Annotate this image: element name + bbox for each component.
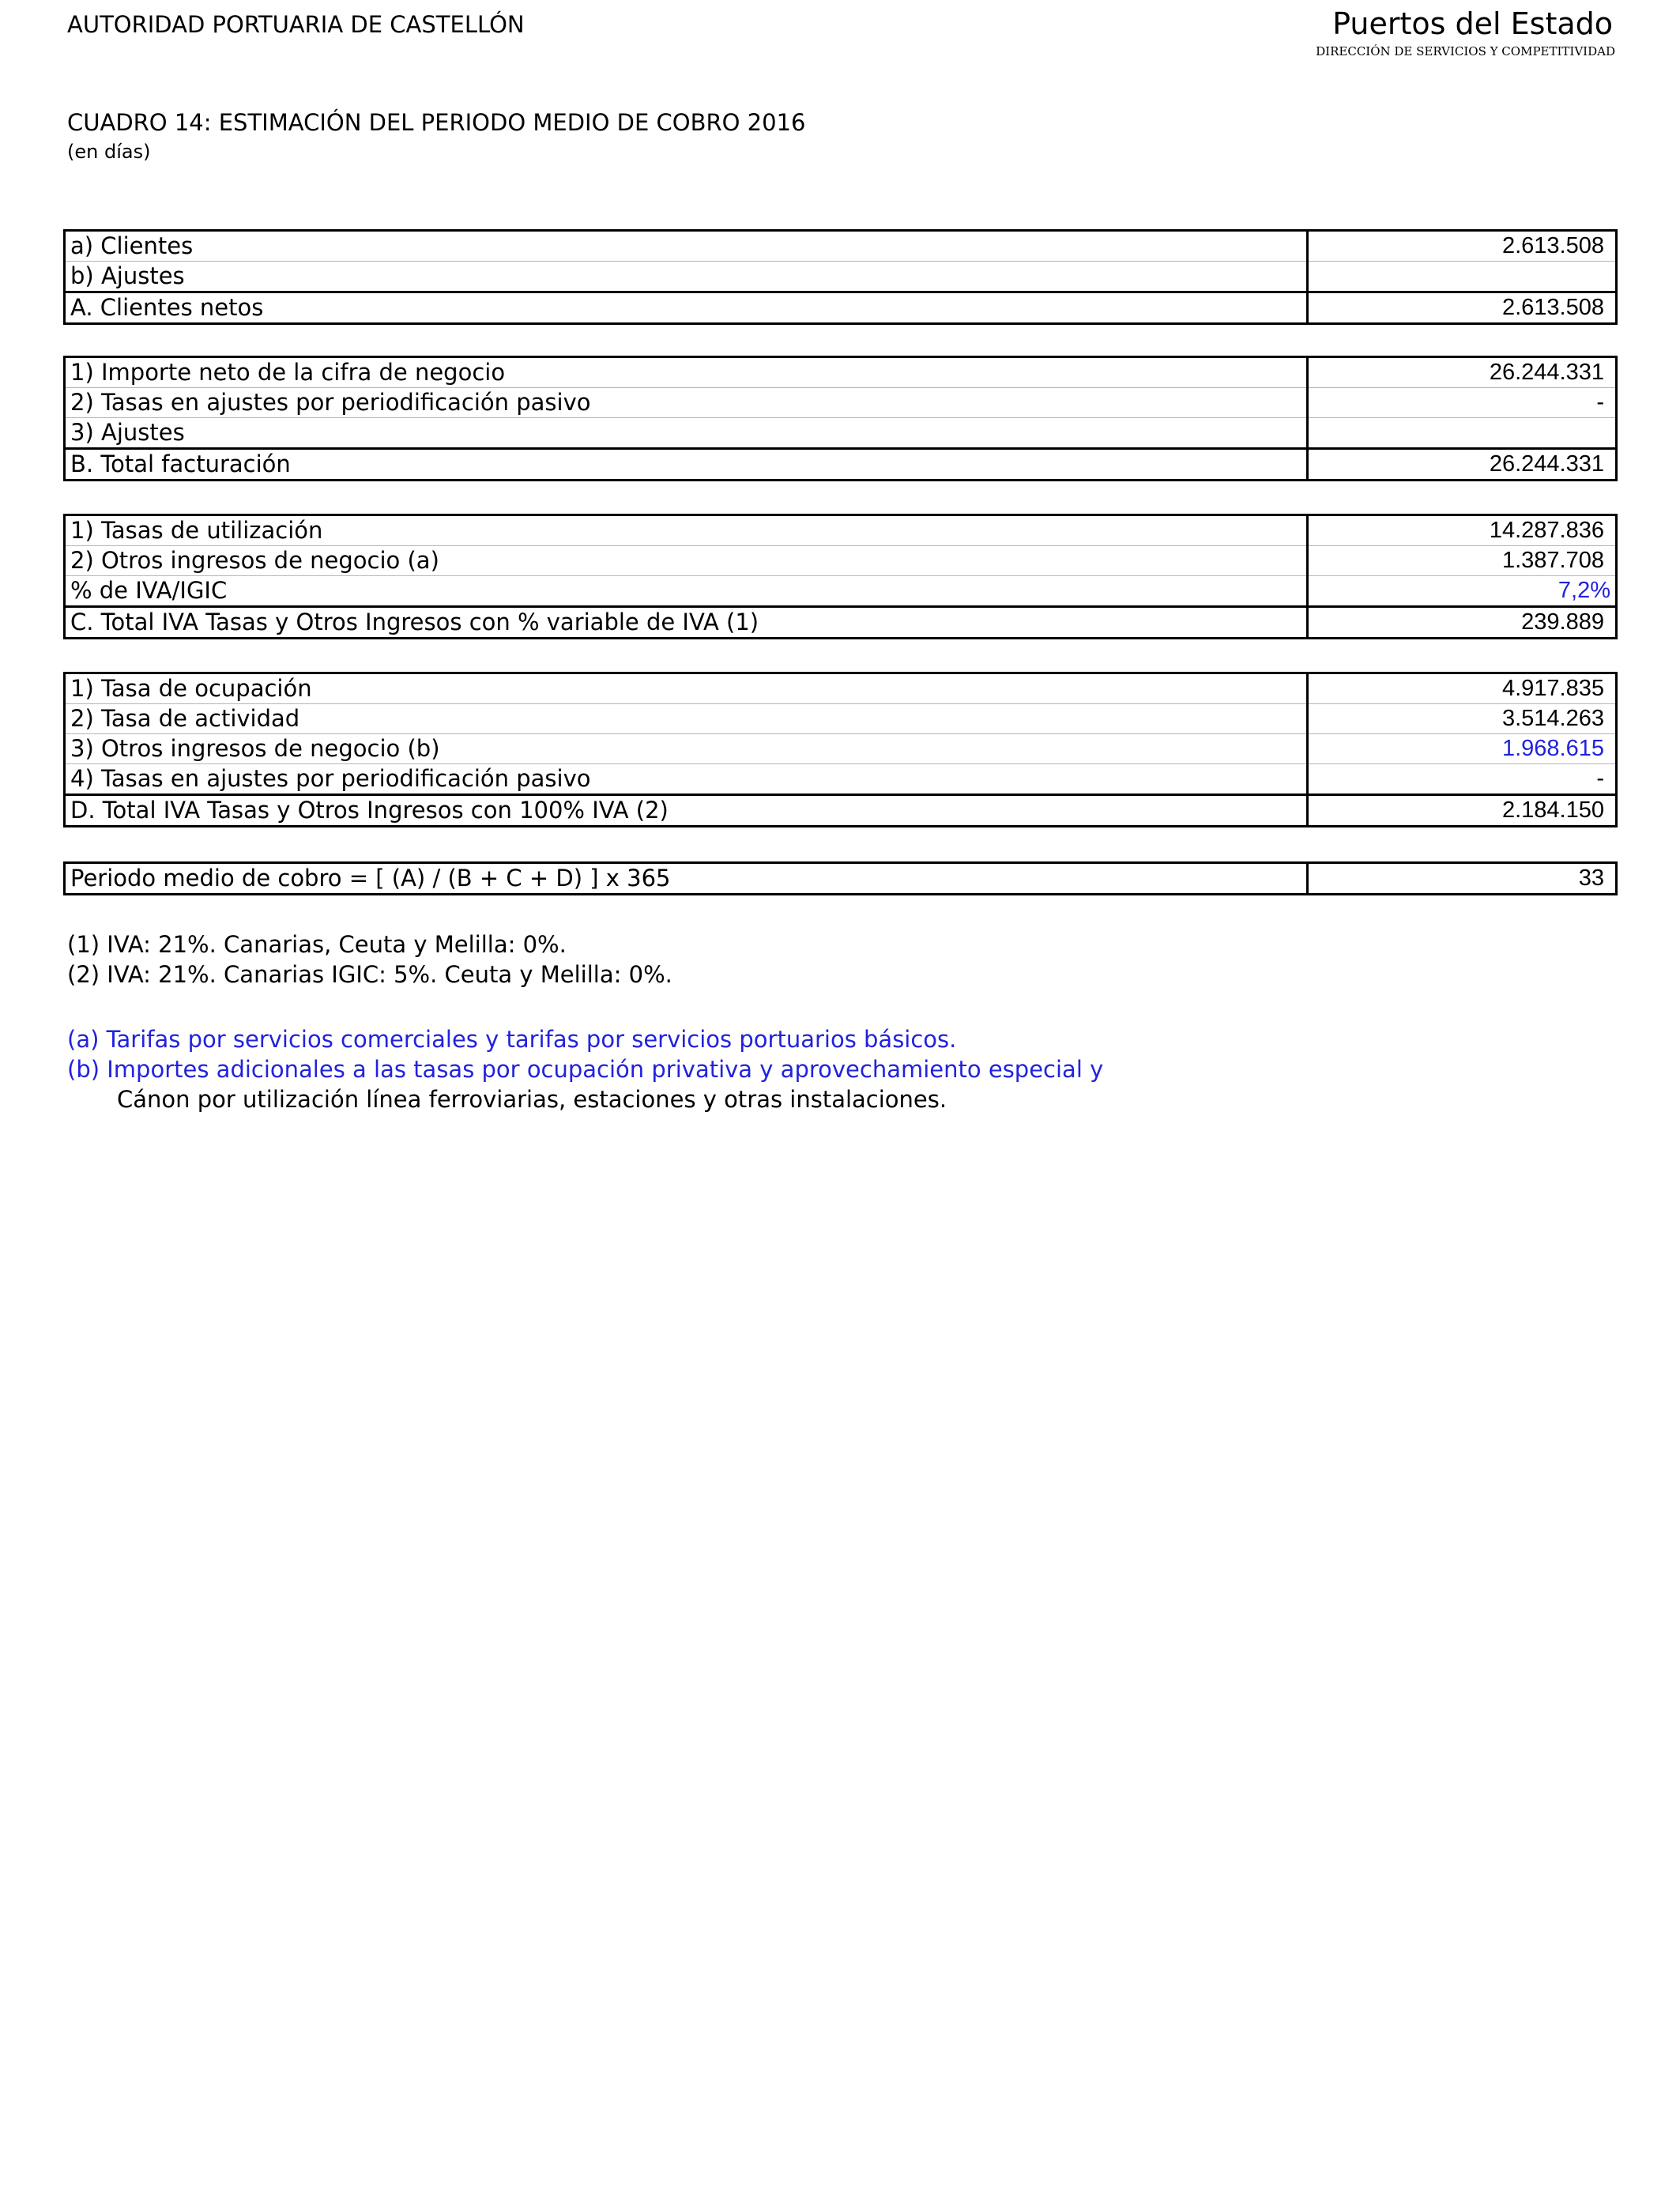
footnote-2: (2) IVA: 21%. Canarias IGIC: 5%. Ceuta y Melilla: 0%. (67, 961, 672, 988)
table-row (65, 734, 1617, 764)
row-label: C. Total IVA Tasas y Otros Ingresos con % variable de IVA (1) (65, 607, 1308, 639)
table-row (65, 418, 1617, 449)
table-iva-variable (63, 514, 1618, 639)
table-row (65, 388, 1617, 418)
row-label: 1) Tasa de ocupación (65, 673, 1308, 704)
table-row-total (65, 449, 1617, 481)
row-value: 2.613.508 (1308, 231, 1617, 262)
row-value: - (1596, 766, 1604, 791)
row-label: b) Ajustes (65, 262, 1308, 292)
row-value: 4.917.835 (1308, 673, 1617, 704)
footnote-b: (b) Importes adicionales a las tasas por ocupación privativa y aprovechamiento especial y (67, 1056, 1104, 1083)
row-label: a) Clientes (65, 231, 1308, 262)
table-row (65, 576, 1617, 607)
row-value: 2.613.508 (1308, 292, 1617, 324)
row-value: 26.244.331 (1308, 357, 1617, 388)
table-row-total (65, 292, 1617, 324)
row-label: 4) Tasas en ajustes por periodificación pasivo (65, 764, 1308, 795)
table-clientes (63, 229, 1618, 325)
table-row (65, 673, 1617, 704)
row-value (1308, 262, 1617, 292)
table-iva-100 (63, 672, 1618, 827)
table-facturacion (63, 356, 1618, 481)
table-row-total (65, 795, 1617, 827)
row-value: 239.889 (1308, 607, 1617, 639)
row-value: 2.184.150 (1308, 795, 1617, 827)
table-periodo-medio (63, 861, 1618, 895)
row-label: 2) Tasas en ajustes por periodificación pasivo (65, 388, 1308, 418)
row-value (1308, 418, 1617, 449)
row-value: - (1308, 388, 1617, 418)
row-value: 14.287.836 (1308, 515, 1617, 546)
row-value: 3.514.263 (1308, 704, 1617, 734)
row-label: 1) Tasas de utilización (65, 515, 1308, 546)
row-value: 7,2% (1558, 578, 1610, 603)
table-row (65, 262, 1617, 292)
row-label: A. Clientes netos (65, 292, 1308, 324)
row-value: 1.968.615 (1308, 734, 1617, 764)
table-row (65, 515, 1617, 546)
row-label: 3) Otros ingresos de negocio (b) (65, 734, 1308, 764)
row-label: Periodo medio de cobro = [ (A) / (B + C + D) ] x 365 (65, 863, 1308, 895)
footnote-a: (a) Tarifas por servicios comerciales y tarifas por servicios portuarios básicos. (67, 1026, 957, 1053)
row-label: % de IVA/IGIC (65, 576, 1308, 607)
table-row-total (65, 607, 1617, 639)
authority-name: AUTORIDAD PORTUARIA DE CASTELLÓN (67, 11, 525, 38)
row-label: 2) Tasa de actividad (65, 704, 1308, 734)
table-row (65, 546, 1617, 576)
row-value: 1.387.708 (1308, 546, 1617, 576)
row-label: 3) Ajustes (65, 418, 1308, 449)
table-row-result (65, 863, 1617, 895)
brand-subtitle: DIRECCIÓN DE SERVICIOS Y COMPETITIVIDAD (1316, 44, 1615, 58)
page-subtitle: (en días) (67, 141, 151, 163)
page-title: CUADRO 14: ESTIMACIÓN DEL PERIODO MEDIO DE COBRO 2016 (67, 109, 806, 136)
row-label: 1) Importe neto de la cifra de negocio (65, 357, 1308, 388)
footnote-1: (1) IVA: 21%. Canarias, Ceuta y Melilla: 0%. (67, 931, 567, 958)
row-label: 2) Otros ingresos de negocio (a) (65, 546, 1308, 576)
footnote-b-continued: Cánon por utilización línea ferroviarias, estaciones y otras instalaciones. (117, 1086, 947, 1113)
row-label: D. Total IVA Tasas y Otros Ingresos con 100% IVA (2) (65, 795, 1308, 827)
table-row (65, 231, 1617, 262)
brand-title: Puertos del Estado (1332, 6, 1613, 41)
table-row (65, 764, 1617, 795)
table-row (65, 357, 1617, 388)
row-label: B. Total facturación (65, 449, 1308, 481)
table-row (65, 704, 1617, 734)
row-value: 26.244.331 (1308, 449, 1617, 481)
row-value: 33 (1578, 865, 1604, 891)
